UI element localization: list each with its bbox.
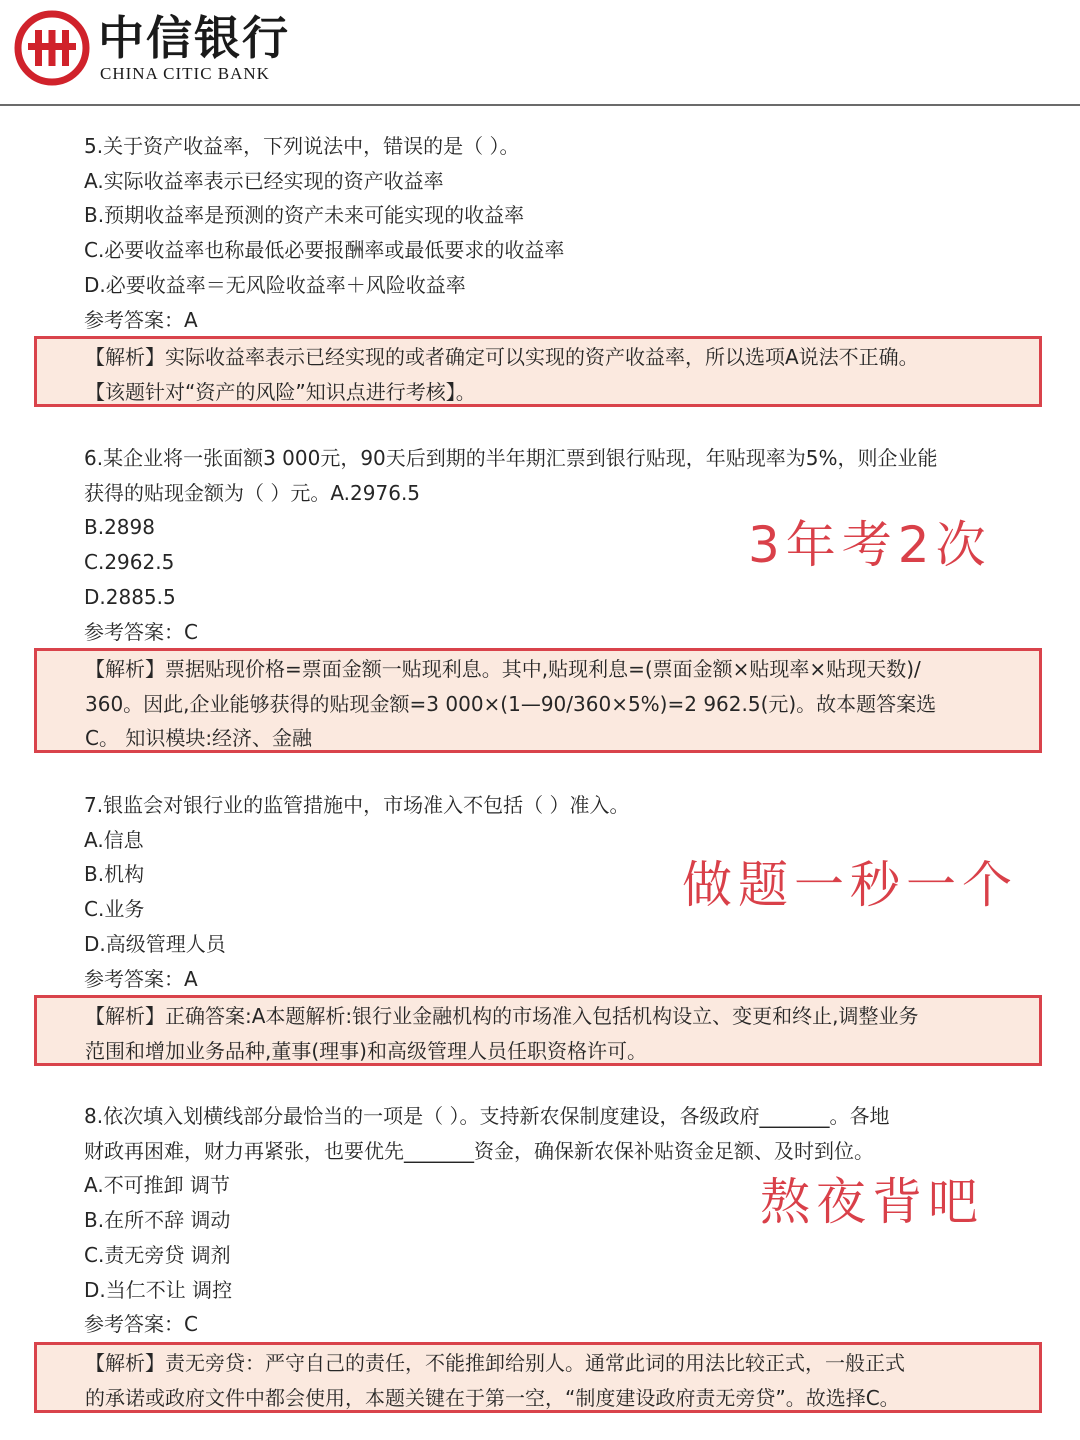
reference-answer: 参考答案：A: [84, 307, 198, 332]
question-5: [84, 129, 1024, 337]
option-c: C.2962.5: [84, 550, 175, 575]
option-a: A.信息: [84, 827, 144, 852]
question-stem: 5.关于资产收益率，下列说法中，错误的是（ ）。: [84, 134, 520, 158]
bank-header: [0, 0, 1080, 106]
option-b: B.机构: [84, 862, 145, 887]
analysis-line: 【解析】责无旁贷：严守自己的责任，不能推卸给别人。通常此词的用法比较正式，一般正式: [85, 1351, 905, 1375]
analysis-line: 的承诺或政府文件中都会使用，本题关键在于第一空，“制度建设政府责无旁贷”。故选择C。: [85, 1385, 900, 1410]
analysis-line: 360。因此,企业能够获得的贴现金额=3 000×(1—90/360×5%)=2 962.5(元)。故本题答案选: [85, 691, 937, 716]
option-d: D.当仁不让 调控: [84, 1277, 233, 1302]
bank-name-cn: 中信银行: [98, 11, 290, 65]
analysis-box-8: [34, 1342, 1042, 1413]
handwritten-note: 熬夜背吧: [760, 1173, 984, 1231]
question-stem: 获得的贴现金额为（ ）元。A.2976.5: [84, 480, 421, 505]
handwritten-note: 做题一秒一个: [682, 856, 1018, 914]
option-d: D.高级管理人员: [84, 931, 226, 956]
question-stem: 财政再困难，财力再紧张，也要优先_______资金，确保新农保补贴资金足额、及时到位。: [84, 1138, 874, 1163]
analysis-box-7: [34, 995, 1042, 1066]
option-b: B.预期收益率是预测的资产未来可能实现的收益率: [84, 203, 525, 228]
analysis-line: 【该题针对“资产的风险”知识点进行考核】。: [85, 379, 476, 404]
option-b: B.2898: [84, 515, 155, 540]
question-stem: 8.依次填入划横线部分最恰当的一项是（ ）。支持新农保制度建设，各级政府_______。各地: [84, 1104, 890, 1128]
analysis-line: 【解析】票据贴现价格=票面金额一贴现利息。其中,贴现利息=(票面金额×贴现率×贴现天数)/: [85, 657, 921, 681]
handwritten-note: 3年考2次: [748, 516, 992, 574]
option-a: A.实际收益率表示已经实现的资产收益率: [84, 168, 444, 193]
analysis-box-6: [34, 648, 1042, 753]
analysis-line: 【解析】实际收益率表示已经实现的或者确定可以实现的资产收益率，所以选项A说法不正确。: [85, 345, 919, 369]
analysis-line: 【解析】正确答案:A本题解析:银行业金融机构的市场准入包括机构设立、变更和终止,调整业务: [85, 1004, 919, 1028]
reference-answer: 参考答案：C: [84, 619, 198, 644]
option-c: C.责无旁贷 调剂: [84, 1242, 231, 1267]
analysis-box-5: [34, 336, 1042, 407]
question-stem: 7.银监会对银行业的监管措施中，市场准入不包括（ ）准入。: [84, 793, 630, 817]
question-stem: 6.某企业将一张面额3 000元，90天后到期的半年期汇票到银行贴现，年贴现率为5%，则企业能: [84, 446, 938, 470]
option-d: D.必要收益率＝无风险收益率＋风险收益率: [84, 272, 466, 297]
option-b: B.在所不辞 调动: [84, 1208, 231, 1233]
option-d: D.2885.5: [84, 584, 176, 609]
bank-name-en: CHINA CITIC BANK: [100, 64, 270, 83]
option-c: C.必要收益率也称最低必要报酬率或最低要求的收益率: [84, 238, 565, 263]
reference-answer: 参考答案：A: [84, 966, 198, 991]
citic-logo-icon: [14, 10, 90, 86]
analysis-line: 范围和增加业务品种,董事(理事)和高级管理人员任职资格许可。: [85, 1038, 647, 1063]
option-a: A.不可推卸 调节: [84, 1173, 231, 1198]
header-divider: [0, 104, 1080, 106]
reference-answer: 参考答案：C: [84, 1312, 198, 1337]
option-c: C.业务: [84, 897, 145, 922]
analysis-line: C。 知识模块:经济、金融: [85, 726, 313, 751]
